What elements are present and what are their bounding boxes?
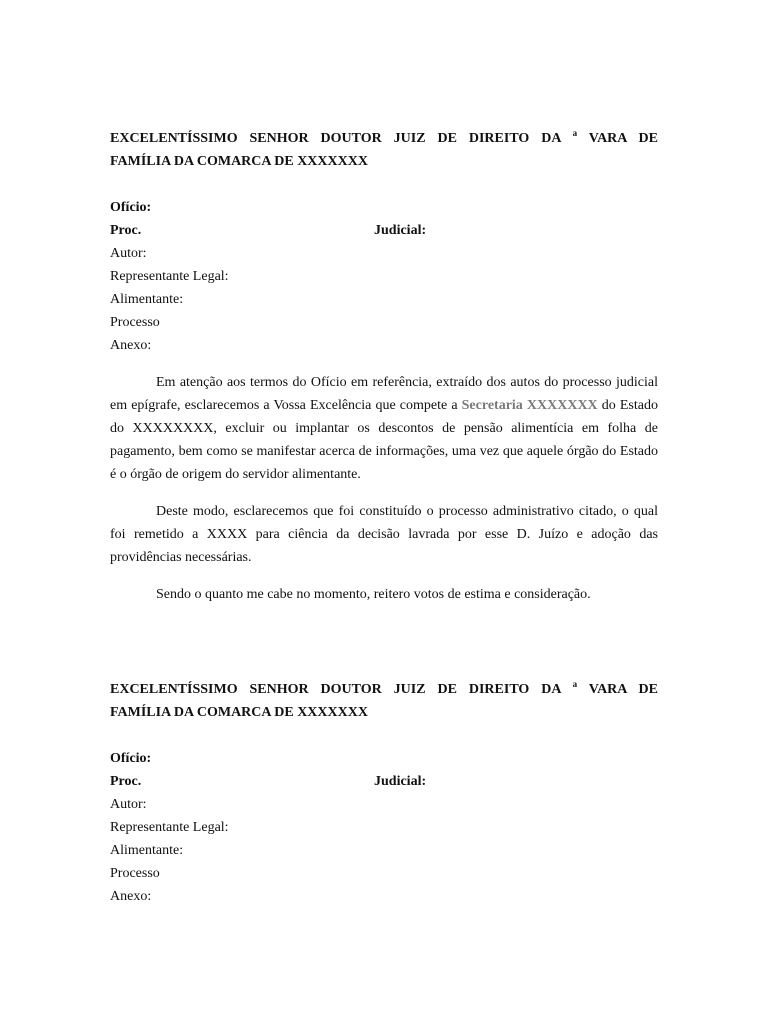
oficio-label: Ofício:	[110, 200, 152, 215]
heading-text-post: VARA DE	[577, 682, 658, 697]
heading-text-post: VARA DE	[577, 131, 658, 146]
alimentante-label: Alimentante:	[110, 843, 184, 858]
representante-label: Representante Legal:	[110, 269, 229, 284]
paragraph-3: Sendo o quanto me cabe no momento, reitero votos de estima e consideração.	[156, 587, 591, 602]
heading-ordinal: a	[572, 679, 578, 689]
anexo-label: Anexo:	[110, 338, 152, 353]
judicial-label: Judicial:	[374, 774, 427, 789]
heading-line-1	[110, 127, 658, 150]
proc-row	[110, 770, 658, 793]
processo-label: Processo	[110, 315, 160, 330]
heading-line-2: FAMÍLIA DA COMARCA DE XXXXXXX	[110, 705, 368, 720]
letter-2	[110, 678, 658, 908]
heading-text-pre: EXCELENTÍSSIMO SENHOR DOUTOR JUIZ DE DIREITO DA	[110, 682, 573, 697]
oficio-label: Ofício:	[110, 751, 152, 766]
heading-ordinal: a	[572, 128, 578, 138]
secretaria-highlight: Secretaria XXXXXXX	[461, 398, 598, 413]
anexo-label: Anexo:	[110, 889, 152, 904]
letter-1	[110, 127, 658, 606]
paragraph-2: Deste modo, esclarecemos que foi constituído o processo administrativo citado, o qual foi remetido a XXXX para ciência da decisão lavrada por esse D. Juízo e adoção das providências necessárias.	[110, 504, 658, 565]
alimentante-label: Alimentante:	[110, 292, 184, 307]
paragraph-1-post: do Estado do XXXXXXXX, excluir ou implantar os descontos de pensão alimentícia em folha de pagamento, bem como se manifestar acerca de informações, uma vez que aquele órgão do Estado é o órgão de origem do servidor alimentante.	[110, 398, 658, 482]
proc-label: Proc.	[110, 223, 142, 238]
representante-label: Representante Legal:	[110, 820, 229, 835]
paragraph-1	[110, 371, 658, 486]
proc-label: Proc.	[110, 774, 142, 789]
paragraph-1-pre: Em atenção aos termos do Ofício em referência, extraído dos autos do processo judicial em epígrafe, esclarecemos a Vossa Excelência que compete a	[110, 375, 658, 413]
heading-line-1	[110, 678, 658, 701]
processo-label: Processo	[110, 866, 160, 881]
heading-line-2: FAMÍLIA DA COMARCA DE XXXXXXX	[110, 154, 368, 169]
judicial-label: Judicial:	[374, 223, 427, 238]
autor-label: Autor:	[110, 797, 147, 812]
heading-text-pre: EXCELENTÍSSIMO SENHOR DOUTOR JUIZ DE DIREITO DA	[110, 131, 573, 146]
autor-label: Autor:	[110, 246, 147, 261]
proc-row	[110, 219, 658, 242]
